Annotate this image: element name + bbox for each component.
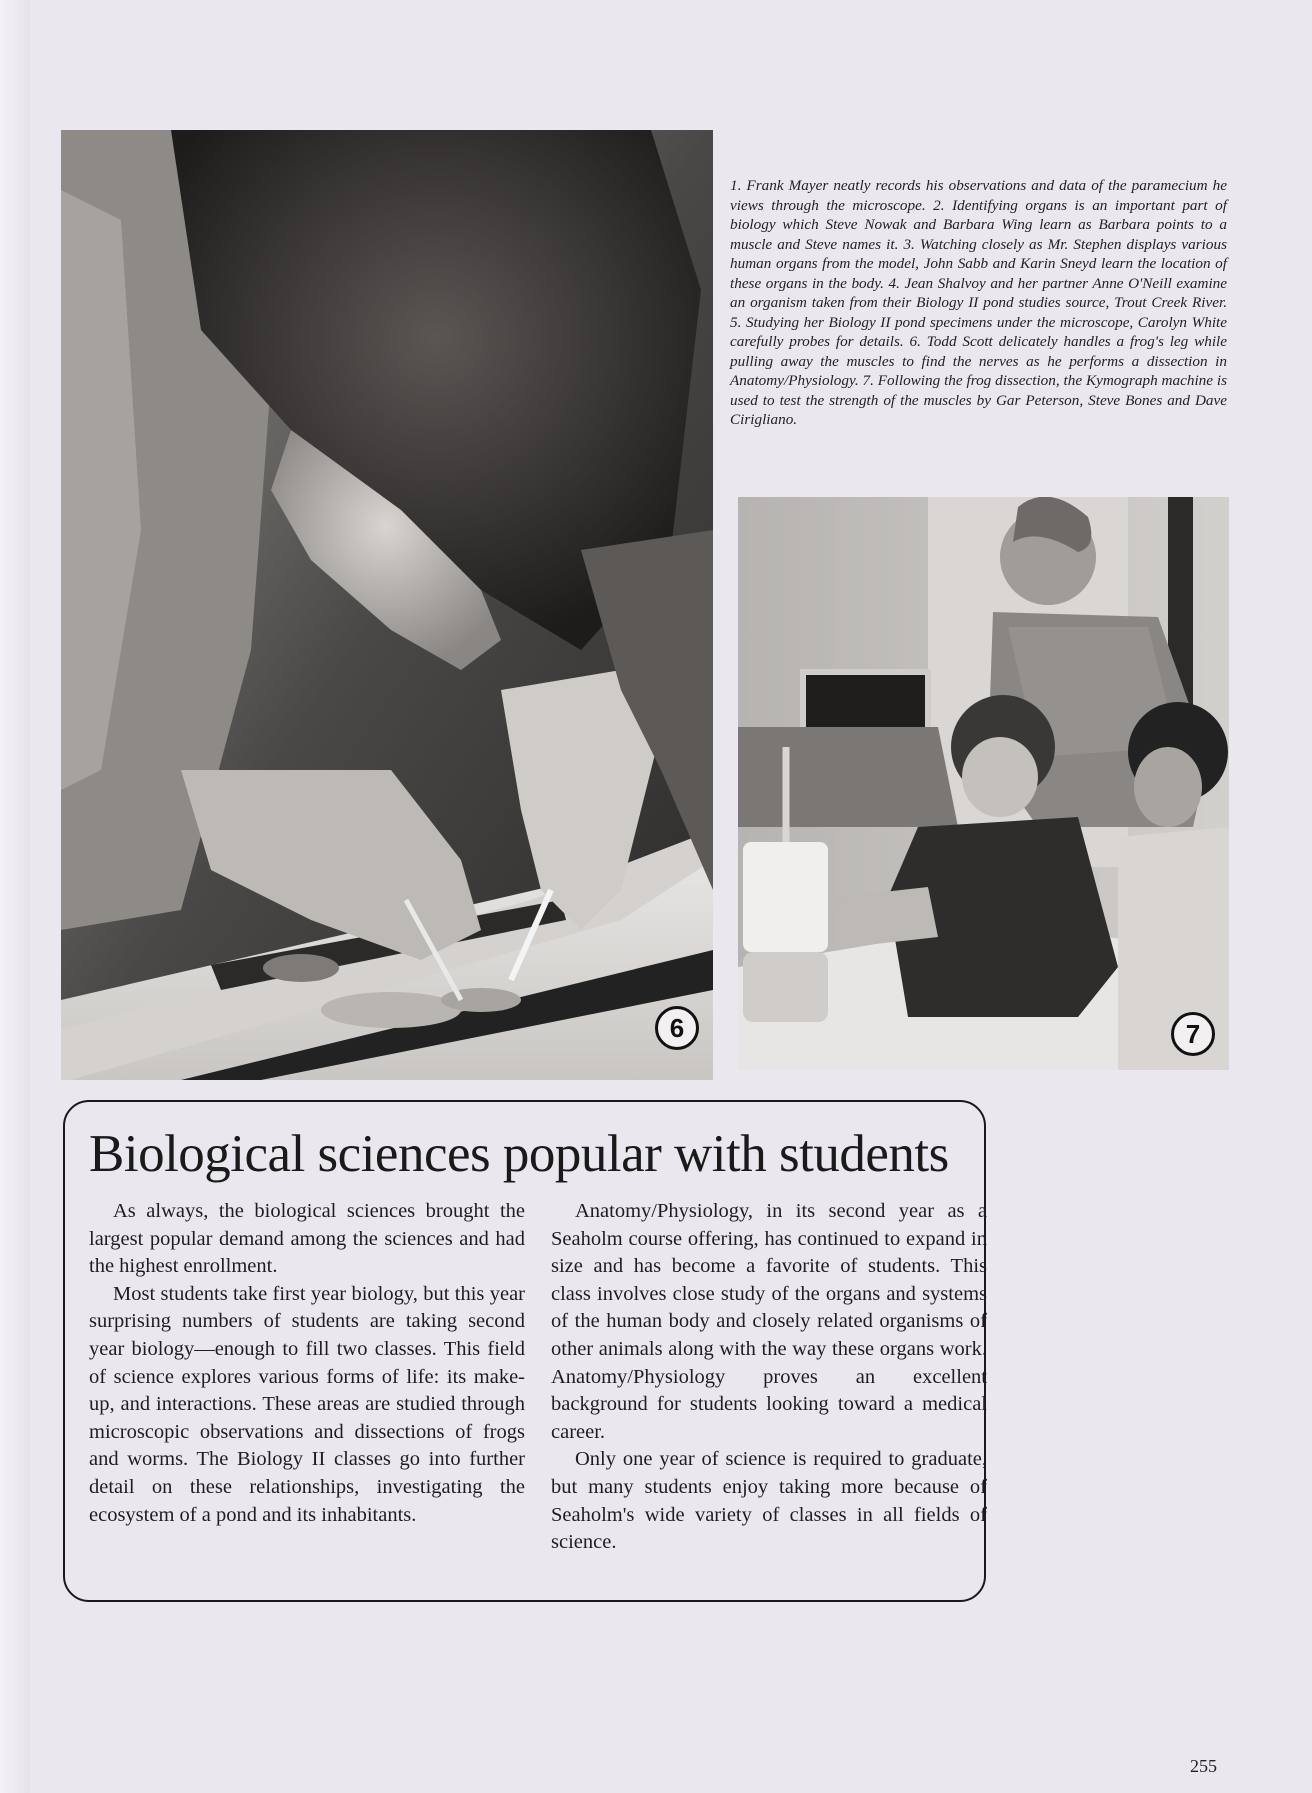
article-left-column bbox=[89, 1198, 525, 1529]
photo-kymograph-group bbox=[738, 497, 1229, 1070]
page-binding-edge bbox=[0, 0, 30, 1793]
photo-number-6: 6 bbox=[655, 1006, 699, 1050]
photo-frog-dissection bbox=[61, 130, 713, 1080]
article-paragraph: Only one year of science is required to graduate, but many students enjoy taking more because of Seaholm's wide variety of classes in all fields of science. bbox=[551, 1448, 987, 1554]
article-headline: Biological sciences popular with students bbox=[89, 1125, 949, 1183]
photo-kymograph-group-image bbox=[738, 497, 1229, 1070]
article-paragraph: Most students take first year biology, but this year surprising numbers of students are taking second year biology—enough to fill two classes. This field of science explores various forms of life: its make-up, and interactions. These areas are studied through microscopic observations and dissections of frogs and worms. The Biology II classes go into further detail on these relationships, investigating the ecosystem of a pond and its inhabitants. bbox=[89, 1282, 525, 1526]
article-paragraph: Anatomy/Physiology, in its second year as a Seaholm course offering, has continued to expand in size and has become a favorite of students. This class involves close study of the organs and systems of the human body and closely related organisms of other animals along with the way these organs work. Anatomy/Physiology proves an excellent background for students looking toward a medical career. bbox=[551, 1200, 987, 1443]
photo-caption: 1. Frank Mayer neatly records his observations and data of the paramecium he views through the microscope. 2. Identifying organs is an important part of biology which Steve Nowak and Barbara Wing learn as Barbara points to a muscle and Steve names it. 3. Watching closely as Mr. Stephen displays various human organs from the model, John Sabb and Karin Sneyd learn the location of these organs in the body. 4. Jean Shalvoy and her partner Anne O'Neill examine an organism taken from their Biology II pond studies source, Trout Creek River. 5. Studying her Biology II pond specimens under the microscope, Carolyn White carefully probes for details. 6. Todd Scott delicately handles a frog's leg while pulling away the muscles to find the nerves as he performs a dissection in Anatomy/Physiology. 7. Following the frog dissection, the Kymograph machine is used to test the strength of the muscles by Gar Peterson, Steve Bones and Dave Cirigliano. bbox=[730, 177, 1227, 428]
photo-frog-dissection-image bbox=[61, 130, 713, 1080]
article-paragraph: As always, the biological sciences brought the largest popular demand among the sciences and had the highest enrollment. bbox=[89, 1200, 525, 1278]
article-box bbox=[63, 1100, 986, 1602]
article-right-column bbox=[551, 1198, 987, 1557]
photo-number-7: 7 bbox=[1171, 1012, 1215, 1056]
page-number: 255 bbox=[1190, 1756, 1217, 1776]
